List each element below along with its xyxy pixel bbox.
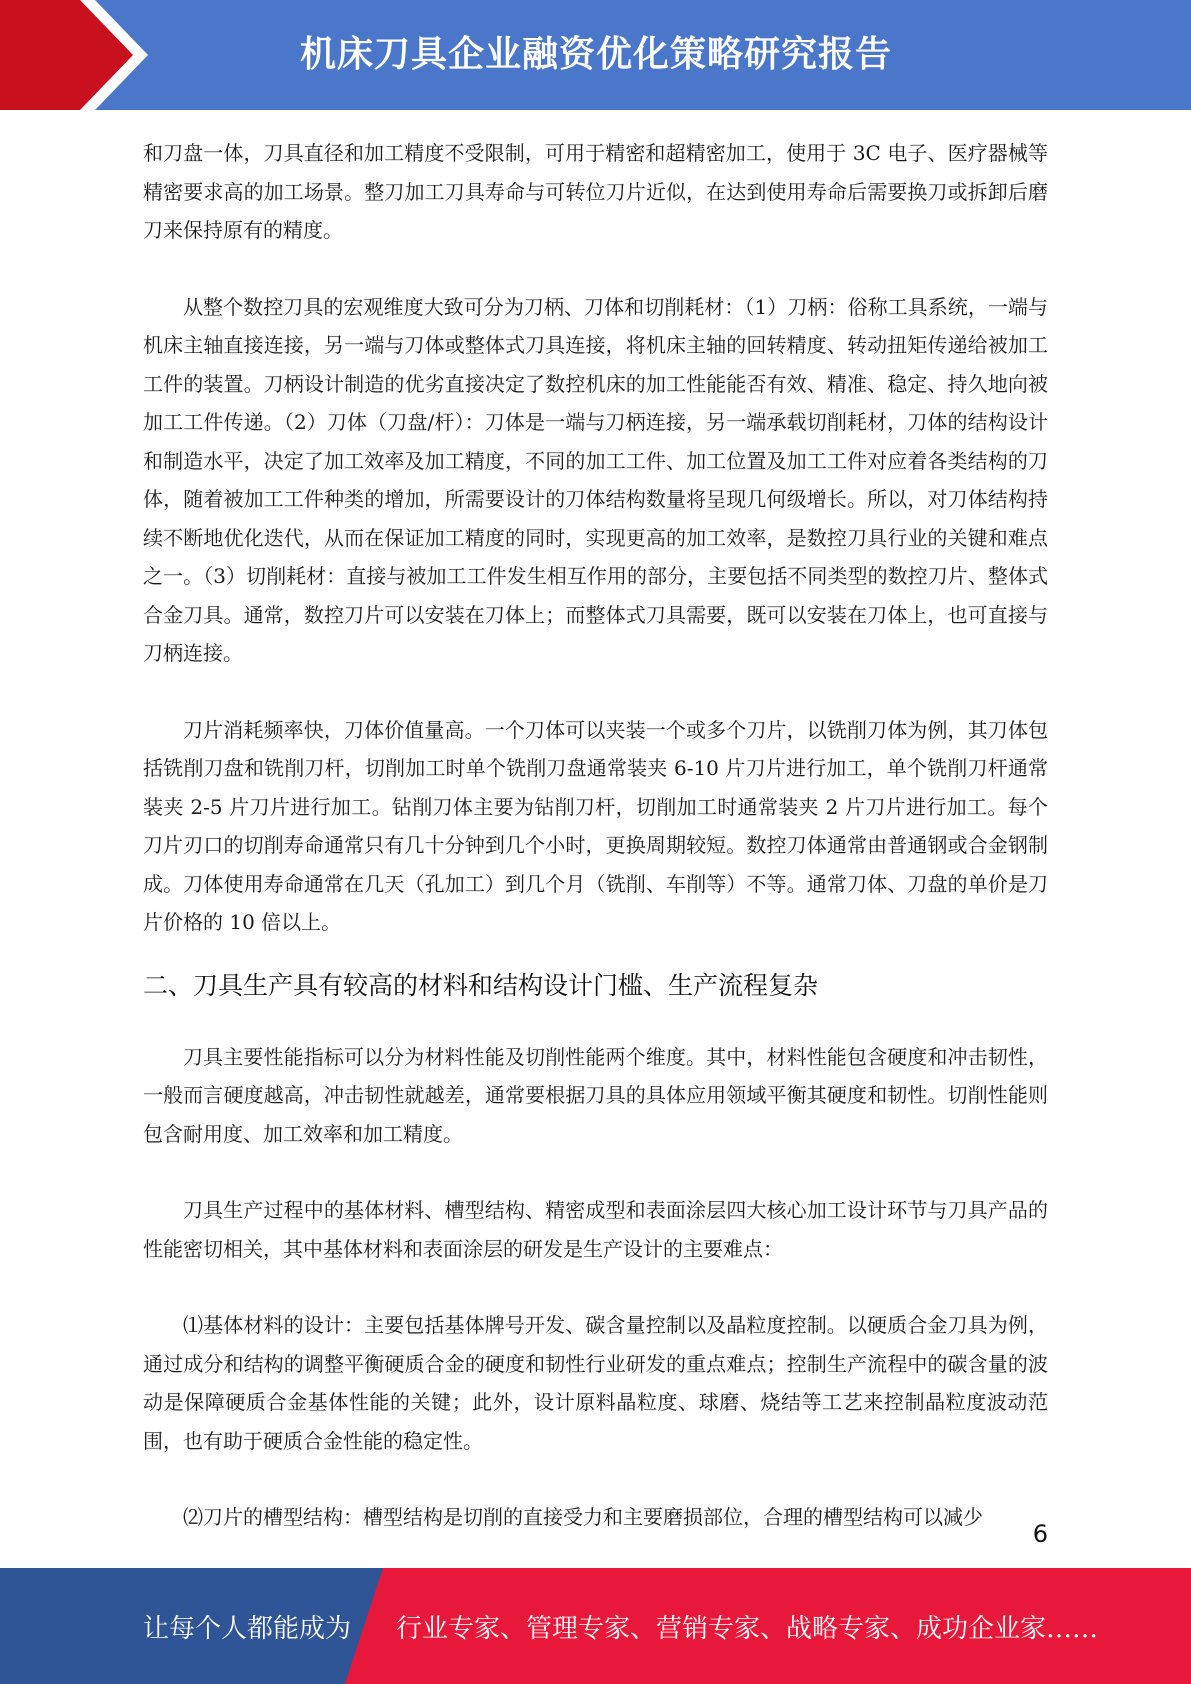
document-title: 机床刀具企业融资优化策略研究报告 [300,34,893,75]
body-paragraph: 刀具生产过程中的基体材料、槽型结构、精密成型和表面涂层四大核心加工设计环节与刀具产品的性能密切相关，其中基体材料和表面涂层的研发是生产设计的主要难点： [143,1198,1048,1261]
body-paragraph: 刀片消耗频率快，刀体价值量高。一个刀体可以夹装一个或多个刀片，以铣削刀体为例，其刀体包括铣削刀盘和铣削刀杆，切削加工时单个铣削刀盘通常装夹 6-10 片刀片进行加工，单个铣削刀杆通常装夹 2-5 片刀片进行加工。钻削刀体主要为钻削刀杆，切削加工时通常装夹 2 片刀片进行加工。每个刀片刃口的切削寿命通常只有几十分钟到几个小时，更换周期较短。数控刀体通常由普通钢或合金钢制成。刀体使用寿命通常在几天（孔加工）到几个月（铣削、车削等）不等。通常刀体、刀盘的单价是刀片价格的 10 倍以上。 [143,717,1048,934]
page-footer [0,1568,1191,1684]
body-paragraph: 从整个数控刀具的宏观维度大致可分为刀柄、刀体和切削耗材：（1）刀柄：俗称工具系统，一端与机床主轴直接连接，另一端与刀体或整体式刀具连接，将机床主轴的回转精度、转动扭矩传递给被加工工件的装置。刀柄设计制造的优劣直接决定了数控机床的加工性能能否有效、精准、稳定、持久地向被加工工件传递。（2）刀体（刀盘/杆）：刀体是一端与刀柄连接，另一端承载切削耗材，刀体的结构设计和制造水平，决定了加工效率及加工精度，不同的加工工件、加工位置及加工工件对应着各类结构的刀体，随着被加工工件种类的增加，所需要设计的刀体结构数量将呈现几何级增长。所以，对刀体结构持续不断地优化迭代，从而在保证加工精度的同时，实现更高的加工效率，是数控刀具行业的关键和难点之一。（3）切削耗材：直接与被加工工件发生相互作用的部分，主要包括不同类型的数控刀片、整体式合金刀具。通常，数控刀片可以安装在刀体上；而整体式刀具需要，既可以安装在刀体上，也可直接与刀柄连接。 [143,294,1048,665]
page-number: 6 [1032,1520,1048,1548]
footer-slogan-left: 让每个人都能成为 [143,1614,352,1644]
body-paragraph: ⑴基体材料的设计：主要包括基体牌号开发、碳含量控制以及晶粒度控制。以硬质合金刀具为例，通过成分和结构的调整平衡硬质合金的硬度和韧性行业研发的重点难点；控制生产流程中的碳含量的波动是保障硬质合金基体性能的关键；此外，设计原料晶粒度、球磨、烧结等工艺来控制晶粒度波动范围，也有助于硬质合金性能的稳定性。 [143,1313,1048,1453]
section-heading: 二、刀具生产具有较高的材料和结构设计门槛、生产流程复杂 [143,970,819,1000]
header-chevron-red [0,0,133,110]
page-content [143,134,1048,1537]
body-paragraph: 和刀盘一体，刀具直径和加工精度不受限制，可用于精密和超精密加工，使用于 3C 电子、医疗器械等精密要求高的加工场景。整刀加工刀具寿命与可转位刀片近似，在达到使用寿命后需要换刀或拆卸后磨刀来保持原有的精度。 [143,141,1048,242]
footer-slogan-right: 行业专家、管理专家、营销专家、战略专家、成功企业家…… [396,1614,1099,1644]
page-header [0,0,1191,110]
body-paragraph: ⑵刀片的槽型结构：槽型结构是切削的直接受力和主要磨损部位，合理的槽型结构可以减少 [183,1505,983,1529]
body-paragraph: 刀具主要性能指标可以分为材料性能及切削性能两个维度。其中，材料性能包含硬度和冲击韧性，一般而言硬度越高，冲击韧性就越差，通常要根据刀具的具体应用领域平衡其硬度和韧性。切削性能则包含耐用度、加工效率和加工精度。 [143,1044,1048,1146]
